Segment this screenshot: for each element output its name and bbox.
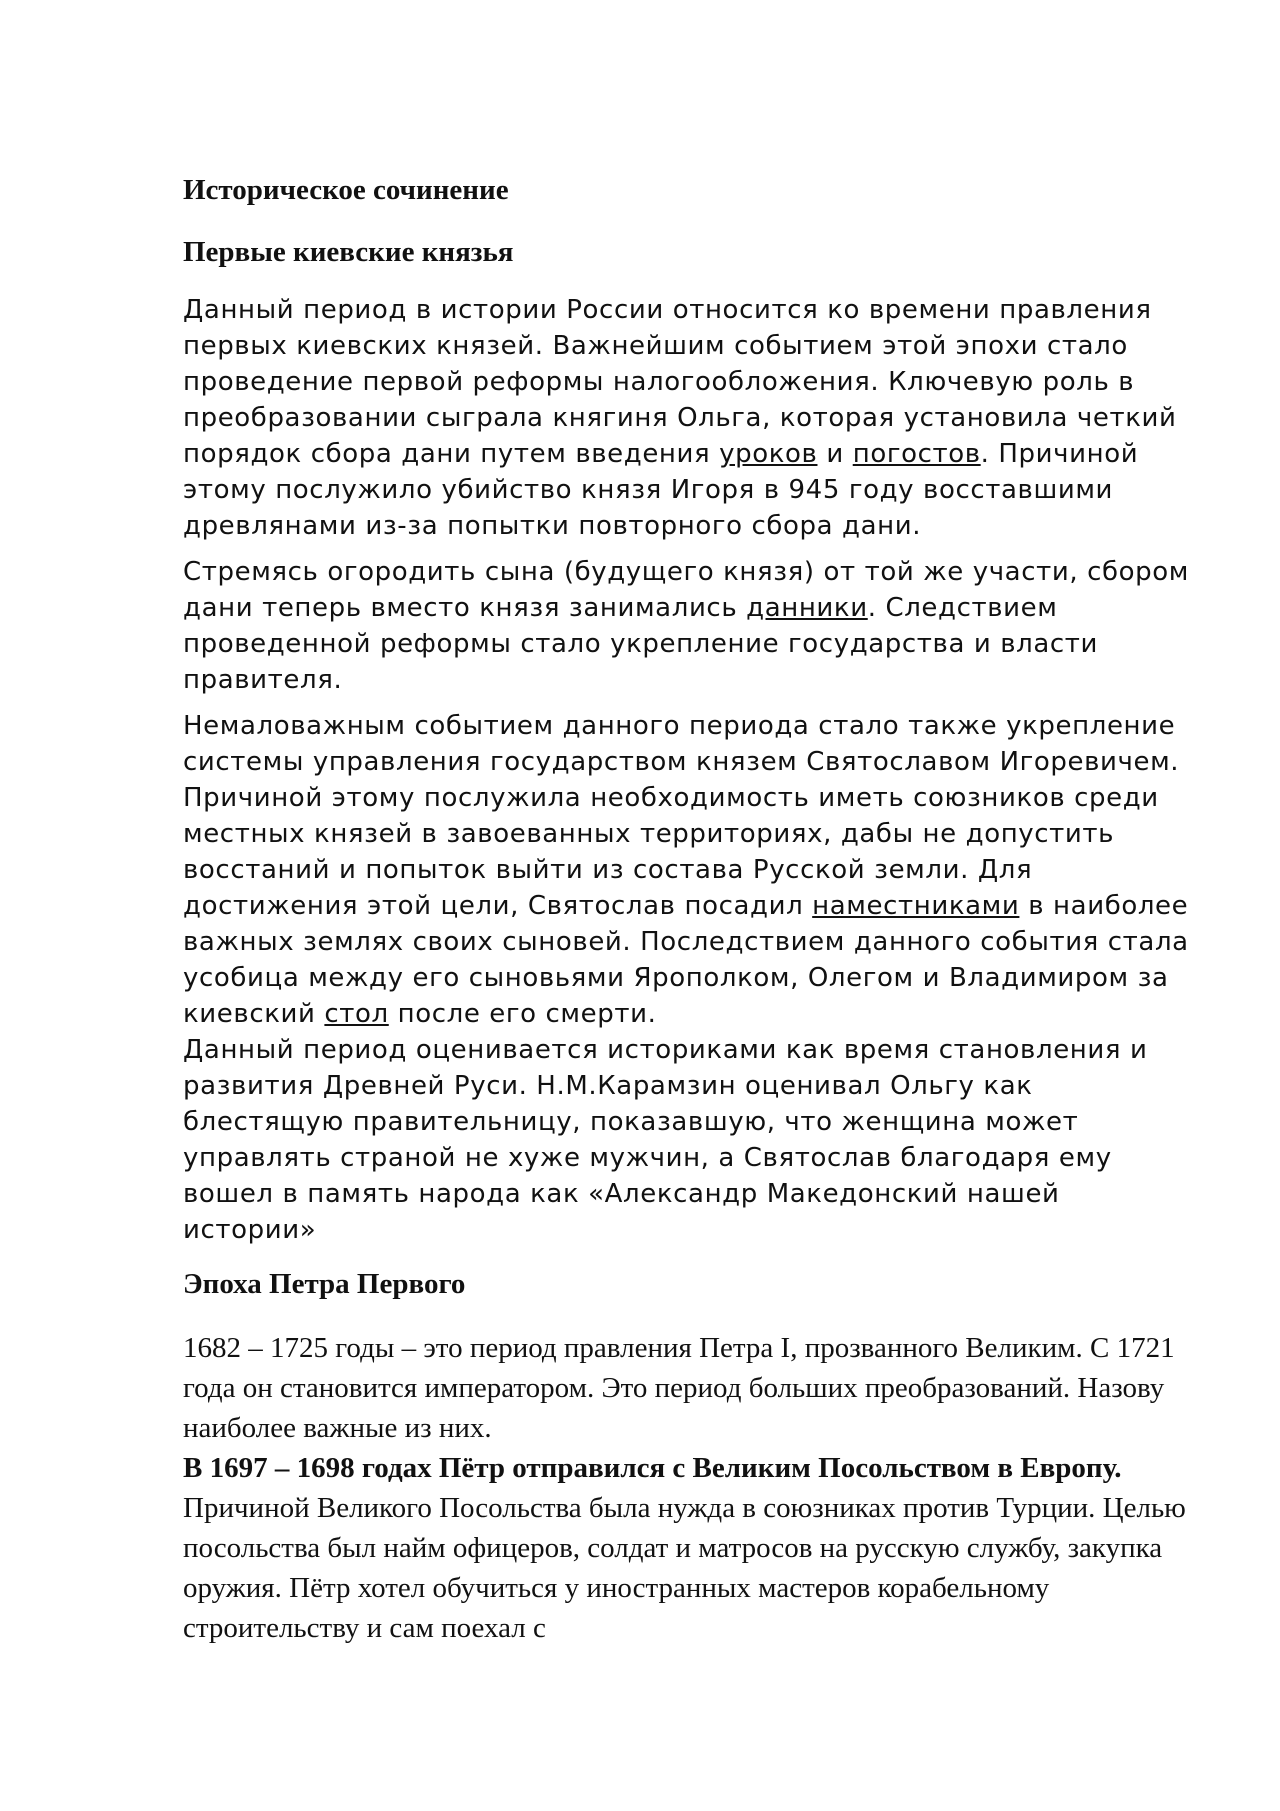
paragraph-peter-reign: 1682 – 1725 годы – это период правления Петра I, прозванного Великим. С 1721 года он становится императором. Это период больших преобразований. Назову наиболее важные из них. bbox=[183, 1332, 1175, 1444]
great-embassy-lead: В 1697 – 1698 годах Пётр отправился с Великим Посольством в Европу. bbox=[183, 1452, 1122, 1484]
document-title: Историческое сочинение bbox=[183, 174, 509, 206]
paragraph-historians-assessment: Данный период оценивается историками как время становления и развития Древней Руси. Н.М.Карамзин оценивал Ольгу как блестящую правительницу, показавшую, что женщина может управлять страной не хуже мужчин, а Святослав благодаря ему вошел в память народа как «Александр Македонский нашей истории» bbox=[183, 1035, 1148, 1245]
section-heading-first-kiev-princes: Первые киевские князья bbox=[183, 236, 514, 268]
term-stol: стол bbox=[324, 999, 389, 1029]
term-pogosty: погостов bbox=[852, 439, 981, 469]
term-danniki: данники bbox=[746, 593, 868, 623]
paragraph-great-embassy: В 1697 – 1698 годах Пётр отправился с Великим Посольством в Европу. Причиной Великого Посольства была нужда в союзниках против Турции. Целью посольства был найм офицеров, солдат и матросов на русскую службу, закупка оружия. Пётр хотел обучиться у иностранных мастеров корабельному строительству и сам поехал с bbox=[183, 1452, 1186, 1644]
term-uroki: уроков bbox=[719, 439, 818, 469]
paragraph-svyatoslav: Немаловажным событием данного периода стало также укрепление системы управления государством князем Святославом Игоревичем. Причиной этому послужила необходимость иметь союзников среди местных князей в завоеванных территориях, дабы не допустить восстаний и попыток выйти из состава Русской земли. Для достижения этой цели, Святослав посадил наместниками в наиболее важных землях своих сыновей. Последствием данного события стала усобица между его сыновьями Ярополком, Олегом и Владимиром за киевский стол после его смерти. bbox=[183, 711, 1189, 1029]
paragraph-olga-reform: Данный период в истории России относится ко времени правления первых киевских князей. Важнейшим событием этой эпохи стало проведение первой реформы налогообложения. Ключевую роль в преобразовании сыграла княгиня Ольга, которая установила четкий порядок сбора дани путем введения уроков и погостов. Причиной этому послужило убийство князя Игоря в 945 году восставшими древлянами из-за попытки повторного сбора дани. bbox=[183, 295, 1177, 541]
term-namestniki: наместниками bbox=[812, 891, 1020, 921]
section-heading-peter-era: Эпоха Петра Первого bbox=[183, 1268, 466, 1300]
document-page bbox=[183, 168, 1193, 1648]
paragraph-tribute-collectors: Стремясь огородить сына (будущего князя) от той же участи, сбором дани теперь вместо князя занимались данники. Следствием проведенной реформы стало укрепление государства и власти правителя. bbox=[183, 557, 1189, 695]
